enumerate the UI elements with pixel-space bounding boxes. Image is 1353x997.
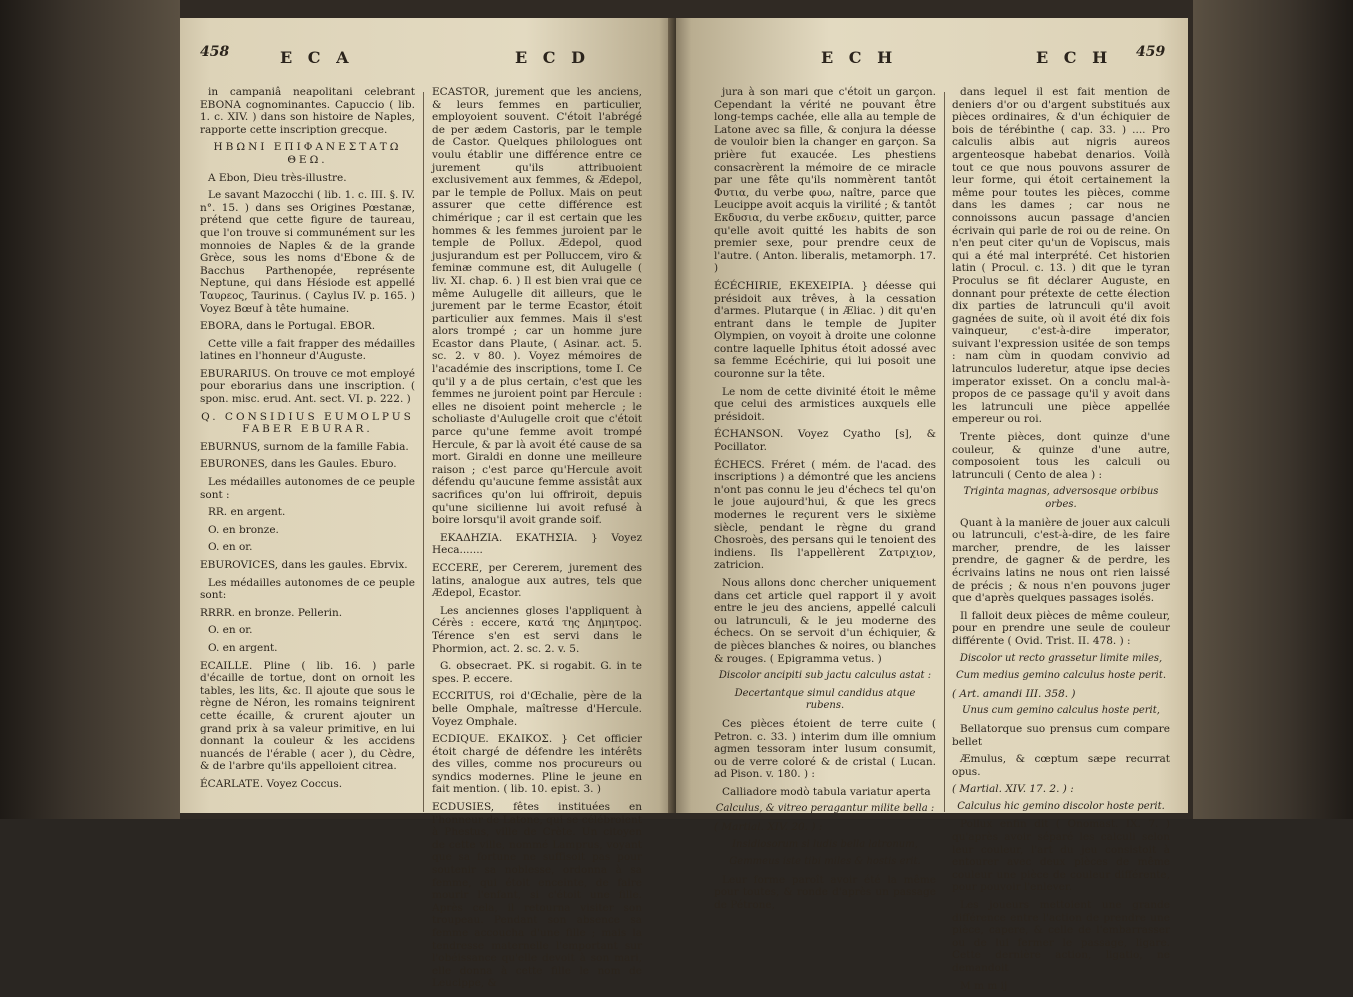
left-page-header-left: E C A [280, 48, 354, 67]
paragraph: ( Art. amandi III. 358. ) [952, 687, 1076, 700]
paragraph: Nous allons donc chercher uniquement dans cet article quel rapport il y avoit entre le jeu des anciens, appellé calculi ou latrunculi, & le jeu moderne des échecs. On se servoit d'un échiquier, & de pièces blanches & noires, ou blanches & rouges. ( Epigramma vetus. ) [714, 576, 936, 665]
paragraph: dans lequel il est fait mention de deniers d'or ou d'argent substitués aux pièces ordinaires, & d'un échiquier de bois de térébinthe ( cap. 33. ) .... Pro calculis albis aut nigris aureos argenteosque habebat denarios. Voilà tout ce que nous pouvons assurer de leur forme, qui étoit certainement la même pour toutes les pièces, comme dans les dames ; car nous ne connoissons aucun passage d'ancien écrivain qui parle de roi ou de reine. On n'en peut citer qu'un de Vopiscus, mais qui a été mal interprété. Cet historien latin ( Procul. c. 13. ) dit que le tyran Proculus se fit déclarer Auguste, en donnant pour prétexte de cette élection dix parties de latrunculi qu'il avoit gagnées de suite, où il avoit été dix fois vainqueur, c'est-à-dire imperator, suivant l'expression usitée de son temps : nam cùm in quodam convivio ad latrunculos luderetur, atque ipse decies imperator exisset. On a conclu mal-à-propos de ce passage qu'il y avoit dans les latrunculi une pièce appellée empereur ou roi. [952, 86, 1170, 426]
left-page-column-1 [200, 86, 415, 796]
paragraph: ÉCHANSON. Voyez Cyatho [s], & Pocillator. [714, 428, 936, 454]
paragraph: jura à son mari que c'étoit un garçon. Cependant la vérité ne pouvant être long-temps cachée, elle alla au temple de Latone avec sa fille, & conjura la déesse de vouloir bien la changer en garçon. Sa prière fut exaucée. Les phestiens consacrèrent la mémoire de ce miracle par une fête qu'ils nommèrent tantôt Φυτια, du verbe φυω, naître, parce que Leucippe avoit acquis la virilité ; & tantôt Εκδυσια, du verbe εκδυειν, quitter, parce qu'elle avoit quitté les habits de son premier sexe, pour prendre ceux de l'autre. ( Anton. liberalis, metamorph. 17. ) [714, 86, 936, 275]
paragraph: O. en argent. [208, 641, 278, 654]
paragraph: M m m ij [960, 979, 1008, 992]
right-page-column-2 [952, 86, 1170, 997]
paragraph: ÉCARLATE. Voyez Coccus. [200, 777, 343, 790]
paragraph: Calculus, & vitreo peragantur milite bella : [715, 803, 935, 815]
book-edge-left [0, 0, 180, 819]
paragraph: Les médailles autonomes de ce peuple sont : [200, 476, 415, 501]
paragraph: O. en bronze. [208, 523, 279, 536]
paragraph: Trente pièces, dont quinze d'une couleur, & quinze d'une autre, composoient tous les calculi ou latrunculi ( Cento de alea ) : [952, 431, 1170, 481]
paragraph: Insidiosorum si ludis bella latronum, [732, 838, 918, 850]
paragraph: ÉCHECS. Fréret ( mém. de l'acad. des inscriptions ) a démontré que les anciens n'ont pas connu le jeu d'échecs tel qu'on le joue aujourd'hui, & que les grecs modernes le reçurent vers le sixième siècle, pendant le règne du grand Chosroès, des persans qui le tenoient des indiens. Ils l'appellèrent Ζατριχιον, zatricion. [714, 458, 936, 572]
paragraph: Le savant Mazocchi ( lib. 1. c. III. §. IV. n°. 15. ) dans ses Origines Pœstanæ, prétend que cette figure de taureau, que l'on trouve si communément sur les monnoies de Naples & de la grande Grèce, sous les noms d'Ebone & de Bacchus Parthenopée, représente Neptune, qui dans Hésiode est appellé Ταυρεος, Taurinus. ( Caylus IV. p. 165. ) Voyez Bœuf à tête humaine. [200, 189, 415, 315]
column-rule [423, 92, 424, 812]
paragraph: Le nom de cette divinité étoit le même que celui des armistices auxquels elle présidoit. [714, 385, 936, 423]
right-page-header-right: E C H [1036, 48, 1113, 67]
paragraph: in campaniâ neapolitani celebrant EBONA cognominantes. Capuccio ( lib. 1. c. XIV. ) dans son histoire de Naples, rapporte cette inscription grecque. [200, 86, 415, 136]
paragraph: RR. en argent. [208, 506, 286, 519]
paragraph: ECCERE, per Cererem, jurement des latins, analogue aux autres, tels que Ædepol, Ecastor. [432, 561, 642, 600]
paragraph: EBURNUS, surnom de la famille Fabia. [200, 440, 409, 453]
paragraph: ÉCÉCHIRIE, ΕΚΕΧΕΙΡΙΑ. } déesse qui présidoit aux trêves, à la cessation d'armes. Plutarque ( in Æliac. ) dit qu'en entrant dans le temple de Jupiter Olympien, on voyoit à droite une colonne contre laquelle Iphitus étoit adossé avec sa femme Ecéchirie, qui lui posoit une couronne sur la tête. [714, 279, 936, 381]
book-edge-right [1193, 0, 1353, 819]
paragraph: Leur forme paroît avoir été la même pour toutes, & ronde d'après un passage de Pétrone, [714, 873, 936, 912]
right-page-column-1 [714, 86, 936, 917]
paragraph: Discolor ut recto grassetur limite miles, [959, 652, 1163, 664]
paragraph: EBURONES, dans les Gaules. Eburo. [200, 458, 397, 471]
left-page-header-right: E C D [515, 48, 590, 67]
paragraph: Gemmeus iste tibi miles & hostis erit. [729, 856, 921, 868]
paragraph: Les anciennes gloses l'appliquent à Cérès : eccere, κατά της Δημητρος. Térence s'en est servi dans le Phormion, act. 2. sc. 2. v. 5. [432, 604, 642, 655]
right-page-number: 459 [1136, 44, 1166, 60]
paragraph: Ces pièces étoient de terre cuite ( Petron. c. 33. ) interim dum ille omnium agmen tessoram inter lusum consumit, ou de verre coloré & de cristal ( Lucan. ad Pison. v. 180. ) : [714, 717, 936, 781]
paragraph: Les joueurs mettoient une grande différence entre l'action de prendre une pièce, capere, & celle de l'embarrasser ou de lui fermer le passage, ligare. Cette dernière action, ligatio, ne demandoit [952, 899, 1170, 974]
left-page-column-2 [432, 86, 642, 995]
paragraph: Æmulus, & cœptum sæpe recurrat opus. [952, 753, 1170, 778]
paragraph: Decertantque simul candidus atque rubens. [734, 687, 916, 712]
paragraph: Discolor ancipiti sub jactu calculus astat : [718, 670, 932, 682]
paragraph: Cum medius gemino calculus hoste perit. [955, 670, 1167, 682]
paragraph: ECASTOR, jurement que les anciens, & leurs femmes en particulier, employoient souvent. C'étoit l'abrégé de per ædem Castoris, par le temple de Castor. Quelques philologues ont voulu établir une différence entre ce jurement qu'ils attribuoient exclusivement aux femmes, & Ædepol, par le temple de Pollux. Mais on peut assurer que cette différence est chimérique ; car il est certain que les hommes & les femmes juroient par le temple de Pollux. Ædepol, quod jusjurandum est per Polluccem, viro & feminæ commune est, dit Aulugelle ( liv. XI. chap. 6. ) Il est bien vrai que ce même Aulugelle dit ailleurs, que le jurement par le terme Ecastor, étoit particulier aux femmes. Mais il s'est alors trompé ; car un homme jure Ecastor dans Plaute, ( Asinar. act. 5. sc. 2. v 80. ). Voyez mémoires de l'académie des inscriptions, tome I. Ce qu'il y a de plus certain, c'est que les femmes ne juroient point par Hercule : elles ne disoient point mehercle ; le scholiaste d'Aulugelle croit que c'étoit parce qu'une femme avoit trompé Hercule, & par là avoit été cause de sa mort. Giraldi en donne une meilleure raison ; c'est parce qu'Hercule avoit défendu qu'aucune femme assistât aux sacrifices qu'on lui offriroit, depuis qu'une sicilienne lui avoit refusé à boire lorsqu'il avoit grande soif. [432, 86, 642, 527]
paragraph: ΗΒΩΝΙ ΕΠΙΦΑΝΕΣΤΑΤΩ ΘΕΩ. [213, 141, 402, 166]
paragraph: O. en or. [208, 541, 253, 554]
paragraph: RRRR. en bronze. Pellerin. [200, 606, 343, 619]
paragraph: ( Martial. XIV. 20. ) : [714, 821, 823, 834]
paragraph: G. obsecraet. PK. si rogabit. G. in te spes. P. eccere. [432, 660, 642, 685]
paragraph: ( Martial. XIV. 17. 2. ) : [952, 783, 1074, 796]
paragraph: ECDUSIES, fêtes instituées en l'honneur de Latone, qui se célébroient à Phestus, ville de Crète. Un citoyen de cette ville, nommé Lamprus, voyant que sa fortune ne suffisoit pas pour soutenir sa noblesse, ordonna à sa femme, qui étoit enceinte, de faire mourir l'enfant, si c'étoit une fille. Après cela, il retourna visiter son troupeau. Pendant son absence sa femme accoucha d'une fille ; mais la tendresse maternelle l'emportant sur l'obéissance qu'elle devoit à son mari, elle donna à cette fille le nom de Leucippe, & [432, 801, 642, 990]
left-page [180, 18, 674, 990]
left-page-number: 458 [200, 44, 230, 60]
right-page-header-left: E C H [821, 48, 898, 67]
paragraph: Il falloit deux pièces de même couleur, pour en prendre une seule de couleur différente ( Ovid. Trist. II. 478. ) : [952, 609, 1170, 647]
paragraph: Cette ville a fait frapper des médailles latines en l'honneur d'Auguste. [200, 337, 415, 363]
paragraph: EBURARIUS. On trouve ce mot employé pour eborarius dans une inscription. ( spon. misc. erud. Ant. sect. VI. p. 222. ) [200, 367, 415, 406]
paragraph: Calliadore modò tabula variatur aperta [722, 785, 931, 798]
right-page [676, 18, 1188, 992]
paragraph: Q. CONSIDIUS EUMOLPUS FABER EBURAR. [201, 410, 414, 436]
paragraph: Les médailles autonomes de ce peuple sont: [200, 576, 415, 602]
paragraph: Pollux enfin dit ( Onomast. IX. 7. ) qu'après avoir séparé les calculi selon leur couleur, l'art du jeu consistoit à entourer avec deux pièces de même couleur une pièce de couleur différente, pour pouvoir l'enlever. [952, 818, 1170, 894]
paragraph: Quant à la manière de jouer aux calculi ou latrunculi, c'est-à-dire, de les faire marcher, prendre, de les laisser prendre, de gagner & de perdre, les écrivains latins ne nous ont rien laissé de précis ; & nous n'en pouvons juger que d'après quelques passages isolés. [952, 516, 1170, 605]
paragraph: Triginta magnas, adversosque orbibus orbes. [963, 486, 1159, 510]
paragraph: ΕΚΑΔΗΖΙΑ. ΕΚΑΤΗΣΙΑ. } Voyez Heca....... [432, 531, 642, 557]
paragraph: Bellatorque suo prensus cum compare bellet [952, 722, 1170, 748]
paragraph: EBUROVICES, dans les gaules. Ebrvix. [200, 559, 408, 571]
paragraph: ECAILLE. Pline ( lib. 16. ) parle d'écaille de tortue, dont on ornoit les tables, les lits, &c. Il ajoute que sous le règne de Néron, les romains teignirent cette écaille, & crurent ajouter un grand prix à sa valeur primitive, en lui donnant la couleur & les accidens nuancés de l'érable ( acer ), du Cèdre, & de l'arbre qu'ils appelloient citrea. [200, 659, 415, 773]
paragraph: ECDIQUE. ΕΚΔΙΚΟΣ. } Cet officier étoit chargé de défendre les intérêts des villes, comme nos procureurs ou syndics modernes. Pline le jeune en fait mention. ( lib. 10. epist. 3. ) [432, 733, 642, 796]
paragraph: ECCRITUS, roi d'Œchalie, père de la belle Omphale, maîtresse d'Hercule. Voyez Omphale. [432, 690, 642, 728]
paragraph: O. en or. [208, 624, 253, 637]
paragraph: Unus cum gemino calculus hoste perit, [962, 705, 1160, 717]
paragraph: A Ebon, Dieu très-illustre. [208, 171, 347, 184]
column-rule [944, 92, 945, 812]
paragraph: Calculus hic gemino discolor hoste perit. [957, 800, 1165, 812]
paragraph: EBORA, dans le Portugal. EBOR. [200, 320, 376, 333]
